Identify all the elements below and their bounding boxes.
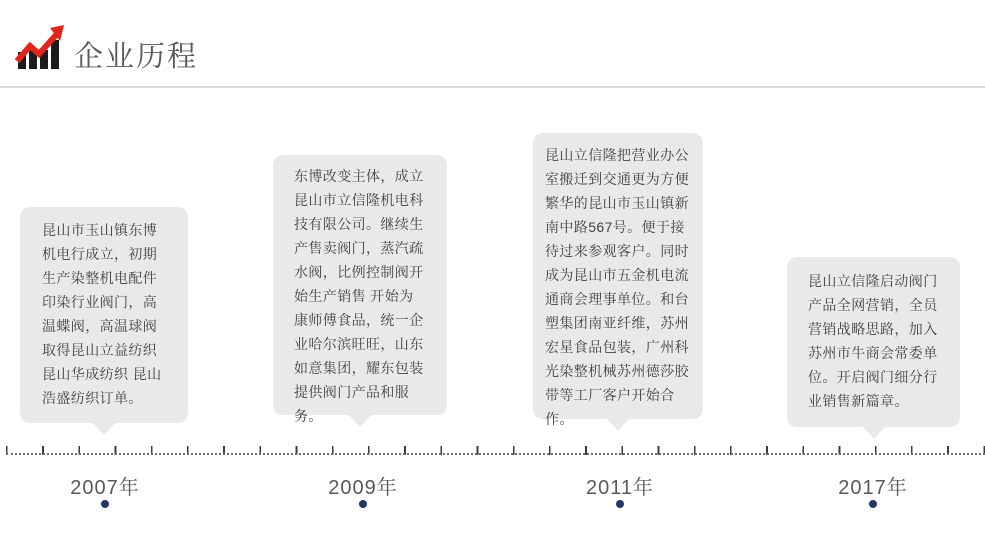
year-label-2011: 2011年 (585, 477, 654, 499)
milestone-description: 东博改变主体，成立昆山市立信隆机电科技有限公司。继续生产售卖阀门，蒸汽疏水阀，比例控制阀开始生产销售 开始为康师傅食品，统一企业哈尔滨旺旺，山东如意集团，耀东包装提供阀门产品和服务。 (294, 168, 424, 424)
timeline-dot (359, 500, 367, 508)
bubble-pointer-down-icon (93, 423, 115, 435)
timeline-dot (869, 500, 877, 508)
page-title: 企业历程 (74, 41, 199, 73)
bubble-pointer-down-icon (863, 427, 885, 439)
timeline-dot (101, 500, 109, 508)
milestone-description: 昆山立信隆把营业办公室搬迁到交通更为方便繁华的昆山市玉山镇新南中路567号。便于接待过来参观客户。同时成为昆山市五金机电流通商会理事单位。和台塑集团南亚纤维，苏州宏星食品包装，广州科光染整机械苏州德莎胶带等工厂客户开始合作。 (545, 147, 689, 427)
header-divider (0, 86, 985, 88)
bubble-pointer-down-icon (349, 415, 371, 427)
bubble-pointer-down-icon (607, 419, 629, 431)
year-label-2009: 2009年 (328, 477, 398, 499)
milestone-bubble-2007 (20, 207, 188, 423)
milestone-bubble-2017 (787, 257, 960, 427)
rising-bar-chart-icon (14, 22, 66, 74)
timeline-ruler (6, 446, 985, 455)
year-label-2017: 2017年 (838, 477, 908, 499)
year-label-2007: 2007年 (70, 477, 140, 499)
milestone-description: 昆山立信隆启动阀门产品全网营销，全员营销战略思路，加入苏州市牛商会常委单位。开启阀门细分行业销售新篇章。 (808, 273, 938, 409)
milestone-bubble-2009 (273, 155, 447, 424)
milestone-description: 昆山市玉山镇东博机电行成立，初期生产染整机电配件印染行业阀门，高温蝶阀，高温球阀取得昆山立益纺织 昆山华成纺织 昆山浩盛纺织订单。 (42, 222, 162, 406)
milestone-bubble-2011 (533, 133, 703, 427)
timeline-dot (616, 500, 624, 508)
